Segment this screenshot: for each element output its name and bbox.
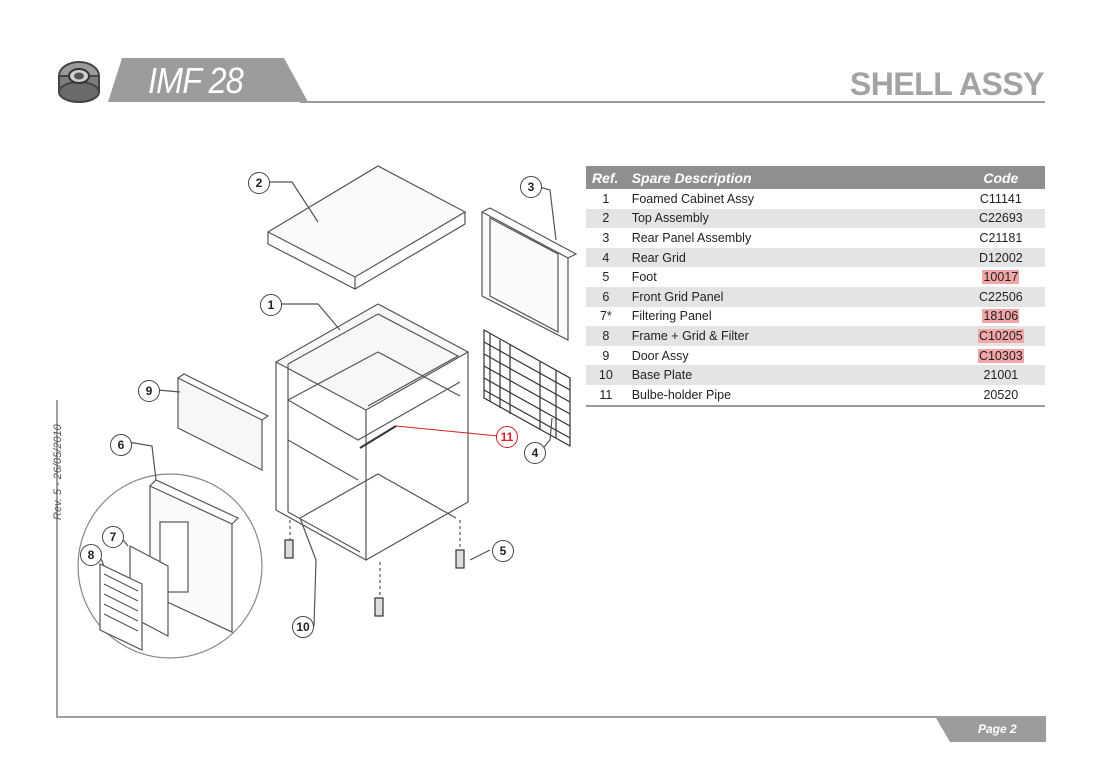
code-value-highlighted: 10017 (983, 270, 1019, 285)
table-row (586, 287, 1045, 307)
code-value: C11141 (979, 191, 1022, 206)
callout-7: 7 (102, 526, 124, 548)
cell-code (957, 209, 1045, 229)
cell-code (957, 189, 1045, 209)
cell-ref: 1 (602, 191, 610, 206)
cell-description: Rear Panel Assembly (631, 230, 752, 245)
callout-10: 10 (292, 616, 314, 638)
callout-4: 4 (524, 442, 546, 464)
cell-description: Bulbe-holder Pipe (626, 385, 957, 406)
code-value: C21181 (979, 230, 1023, 245)
callout-6: 6 (110, 434, 132, 456)
table-row (586, 385, 1045, 406)
cell-ref: 10 (586, 365, 626, 385)
cell-ref: 8 (586, 326, 626, 346)
code-value: C22506 (978, 289, 1023, 304)
column-header-description: Spare Description (626, 166, 957, 189)
section-title: SHELL ASSY (849, 66, 1044, 102)
page-number: Page 2 (978, 722, 1017, 736)
cell-ref: 5 (602, 270, 610, 285)
cell-code (957, 365, 1045, 385)
revision-label: Rev. 5 - 26/05/2010 (52, 424, 64, 520)
code-value-highlighted: C10303 (978, 348, 1023, 363)
callout-1: 1 (260, 294, 282, 316)
cell-ref: 9 (602, 348, 610, 363)
table-row (586, 209, 1045, 229)
cell-description: Top Assembly (626, 209, 957, 229)
table-row (586, 307, 1045, 327)
callout-5: 5 (492, 540, 514, 562)
cell-description: Foot (631, 270, 657, 285)
callout-2: 2 (248, 172, 270, 194)
cell-ref: 4 (586, 248, 626, 268)
cell-ref: 11 (586, 385, 626, 406)
callout-8: 8 (80, 544, 102, 566)
cell-code (957, 228, 1045, 248)
code-value-highlighted: 18106 (983, 309, 1019, 324)
table-row (586, 228, 1045, 248)
cell-description: Foamed Cabinet Assy (631, 191, 754, 206)
cell-code (957, 326, 1045, 346)
column-header-ref: Ref. (586, 166, 626, 189)
cell-code (957, 267, 1045, 287)
cell-ref: 7* (599, 309, 612, 324)
cell-ref: 6 (586, 287, 626, 307)
spare-parts-table (586, 166, 1045, 407)
table-row (586, 189, 1045, 209)
cell-description: Door Assy (631, 348, 689, 363)
table-row (586, 346, 1045, 366)
callout-11: 11 (496, 426, 518, 448)
cell-code (957, 248, 1045, 268)
code-value: 20520 (983, 387, 1019, 402)
table-row (586, 326, 1045, 346)
cell-description: Front Grid Panel (626, 287, 957, 307)
table-header-row (586, 166, 1045, 189)
cell-code (957, 287, 1045, 307)
column-header-code: Code (957, 166, 1045, 189)
cell-description: Filtering Panel (631, 309, 712, 324)
code-value: 21001 (983, 368, 1019, 383)
code-value-highlighted: C10205 (978, 328, 1023, 343)
code-value: C22693 (978, 211, 1023, 226)
cell-description: Frame + Grid & Filter (626, 326, 957, 346)
cell-ref: 2 (586, 209, 626, 229)
model-title: IMF 28 (148, 60, 243, 101)
cell-description: Base Plate (626, 365, 957, 385)
table-row (586, 248, 1045, 268)
callout-9: 9 (138, 380, 160, 402)
cell-code (957, 346, 1045, 366)
product-logo-icon (52, 56, 108, 106)
callout-3: 3 (520, 176, 542, 198)
frame-bottom-rule (56, 716, 1046, 718)
cell-ref: 3 (602, 230, 610, 245)
cell-description: Rear Grid (626, 248, 957, 268)
code-value: D12002 (978, 250, 1023, 265)
cell-code (957, 307, 1045, 327)
table-row (586, 365, 1045, 385)
cell-code (957, 385, 1045, 406)
table-row (586, 267, 1045, 287)
